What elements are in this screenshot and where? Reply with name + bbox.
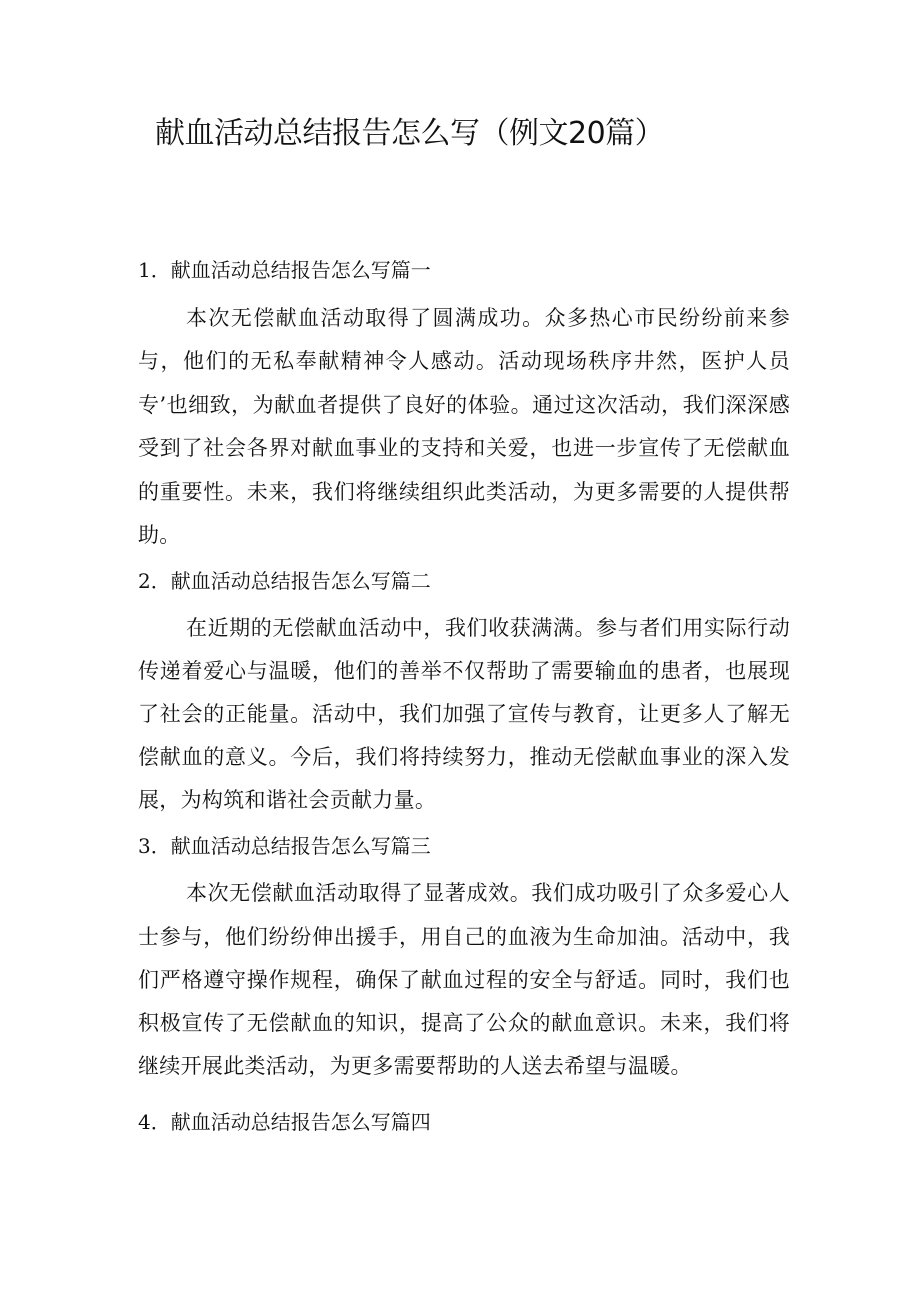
section-paragraph-3: 本次无偿献血活动取得了显著成效。我们成功吸引了众多爱心人士参与，他们纷纷伸出援手，用自己的血液为生命加油。活动中，我们严格遵守操作规程，确保了献血过程的安全与舒适。同时，我们也积极宣传了无偿献血的知识，提高了公众的献血意识。未来，我们将继续开展此类活动，为更多需要帮助的人送去希望与温暖。	[138, 881, 790, 1079]
section-heading-2: 2．献血活动总结报告怎么写篇二	[138, 569, 431, 594]
section-paragraph-1: 本次无偿献血活动取得了圆满成功。众多热心市民纷纷前来参与，他们的无私奉献精神令人感动。活动现场秩序井然，医护人员专’也细致，为献血者提供了良好的体验。通过这次活动，我们深深感受到了社会各界对献血事业的支持和关爱，也进一步宣传了无偿献血的重要性。未来，我们将继续组织此类活动，为更多需要的人提供帮助。	[138, 306, 790, 548]
section-heading-4: 4．献血活动总结报告怎么写篇四	[138, 1110, 431, 1135]
section-heading-1: 1．献血活动总结报告怎么写篇一	[138, 258, 431, 282]
document-title: 献血活动总结报告怎么写（例文20篇）	[155, 116, 665, 151]
section-paragraph-2: 在近期的无偿献血活动中，我们收获满满。参与者们用实际行动传递着爱心与温暖，他们的善举不仅帮助了需要输血的患者，也展现了社会的正能量。活动中，我们加强了宣传与教育，让更多人了解无偿献血的意义。今后，我们将持续努力，推动无偿献血事业的深入发展，为构筑和谐社会贡献力量。	[138, 616, 790, 813]
document-body	[138, 254, 790, 1148]
section-heading-3: 3．献血活动总结报告怎么写篇三	[138, 834, 431, 859]
